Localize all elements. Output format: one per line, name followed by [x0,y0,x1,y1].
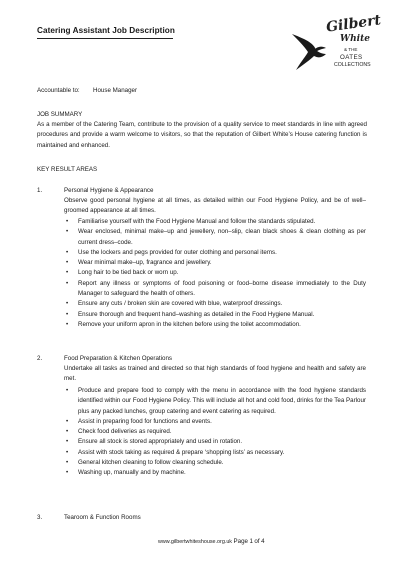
list-item: • Ensure all stock is stored appropriately and used in rotation. [66,438,243,446]
job-summary-text: As a member of the Catering Team, contribute to the provision of a quality service to meet standards in line with agreed procedures and provide a warm welcome to visitors, so that the reputation of Gilbert White’s House catering function is maintained and enhanced. [37,121,367,149]
list-item: • Remove your uniform apron in the kitchen before using the toilet accommodation. [66,320,301,328]
section-3-heading: Tearoom & Function Rooms [64,514,141,521]
list-item: • General kitchen cleaning to follow cleaning schedule. [66,459,224,467]
list-item: • Report any illness or symptoms of food poisoning or food–borne disease immediately to the Duty Manager to safeguard the health of others. [66,279,366,298]
footer-page-number: 1 [249,538,253,545]
document-title: Catering Assistant Job Description [37,26,175,35]
section-2-number: 2. [37,355,43,362]
logo-line-oates: OATES [340,54,363,61]
footer-page-total: 4 [261,538,265,545]
list-item: • Assist with stock taking as required & prepare ‘shopping lists’ as necessary. [66,448,285,456]
section-1-intro: Observe good personal hygiene at all times, as detailed within our Food Hygiene Policy, and be of well–groomed appearance at all times. [64,197,366,215]
logo-line-gilbert: Gilbert [325,12,382,36]
section-1-bullets [64,217,366,330]
section-2-heading: Food Preparation & Kitchen Operations [64,355,173,362]
title-underline [37,38,173,39]
list-item: • Familiarise yourself with the Food Hygiene Manual and follow the standards stipulated. [66,218,316,225]
job-summary-heading: JOB SUMMARY [37,111,83,118]
list-item: • Ensure thorough and frequent hand–washing as detailed in the Food Hygiene Manual. [66,310,315,318]
gilbert-white-logo [290,12,382,86]
list-item: • Wear enclosed, minimal make–up and jewellery, non–slip, clean black shoes & clean clothing as per current dress–code. [66,228,366,246]
logo-line-white: White [340,34,370,44]
list-item: • Use the lockers and pegs provided for outer clothing and personal items. [66,248,277,256]
logo-line-collections: COLLECTIONS [334,62,371,68]
list-item: • Produce and prepare food to comply with the menu in accordance with the food hygiene standards identified within our Food Hygiene Policy. This will include all hot and cold food, drinks for the Tea Parlour plus any packed lunches, group catering and event catering as required. [66,387,366,415]
key-result-heading: KEY RESULT AREAS [37,166,98,173]
list-item: • Check food deliveries as required. [66,428,172,436]
swallow-icon [290,32,328,72]
accountable-value: House Manager [93,87,138,94]
list-item: • Wear minimal make–up, fragrance and jewellery. [66,259,212,267]
footer-of-label: of [254,538,260,545]
logo-line-and-the: & THE [344,47,358,52]
list-item: • Ensure any cuts / broken skin are covered with blue, waterproof dressings. [66,300,283,308]
footer-page-label: Page [233,538,248,545]
list-item: • Assist in preparing food for functions and events. [66,417,212,425]
section-2-intro: Undertake all tasks as trained and directed so that high standards of food hygiene and health and safety are met. [64,365,366,383]
list-item: • Long hair to be tied back or worn up. [66,269,179,277]
list-item: • Washing up, manually and by machine. [66,469,186,477]
accountable-label: Accountable to: [37,87,80,94]
section-1-number: 1. [37,187,43,194]
section-2-bullets [64,386,366,479]
page-footer [158,538,265,545]
section-3-number: 3. [37,514,43,521]
section-1-heading: Personal Hygiene & Appearance [64,187,154,194]
footer-url: www.gilbertwhiteshouse.org.uk [158,539,233,545]
